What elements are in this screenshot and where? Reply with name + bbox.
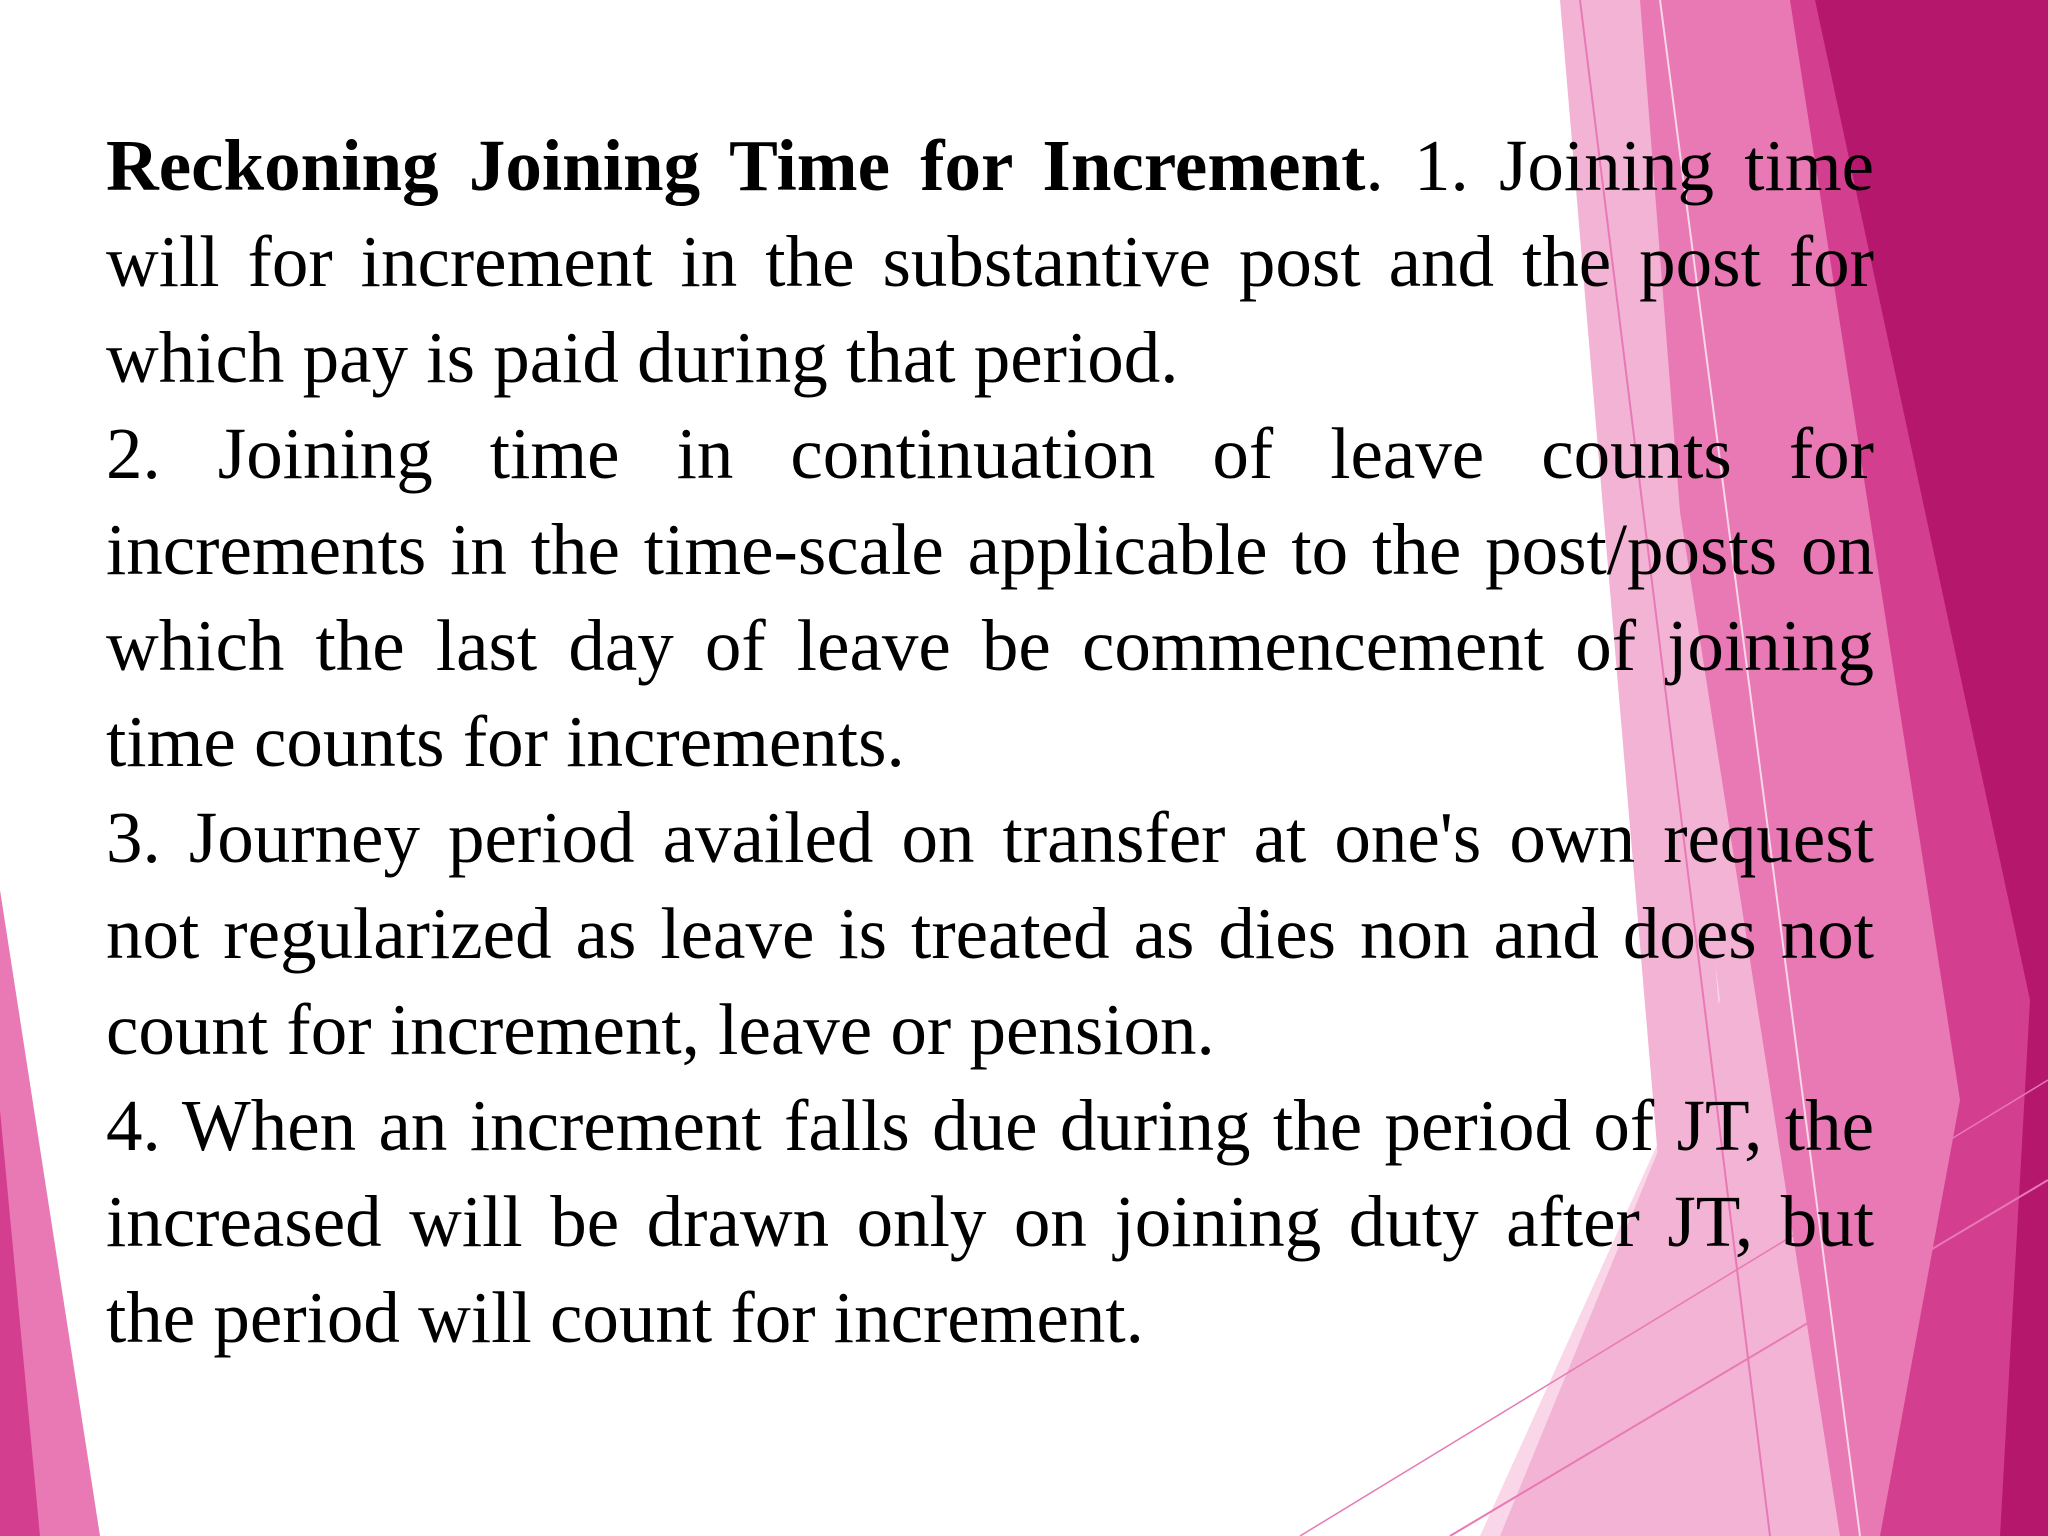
intro-text: . 1. Joining time will for increment in the substantive post and the post for which pay is paid during that period. xyxy=(106,125,1874,398)
paragraph-point-3: 3. Journey period availed on transfer at one's own request not regularized as leave is treated as dies non and does not count for increment, leave or pension. xyxy=(106,797,1874,1070)
slide-heading: Reckoning Joining Time for Increment xyxy=(106,125,1366,206)
paragraph-point-4: 4. When an increment falls due during the period of JT, the increased will be drawn only on joining duty after JT, but the period will count for increment. xyxy=(106,1085,1874,1358)
paragraph-intro xyxy=(106,118,1874,406)
paragraph-point-2: 2. Joining time in continuation of leave counts for increments in the time-scale applicable to the post/posts on which the last day of leave be commencement of joining time counts for increments. xyxy=(106,413,1874,782)
slide-body-text xyxy=(106,118,1874,1366)
